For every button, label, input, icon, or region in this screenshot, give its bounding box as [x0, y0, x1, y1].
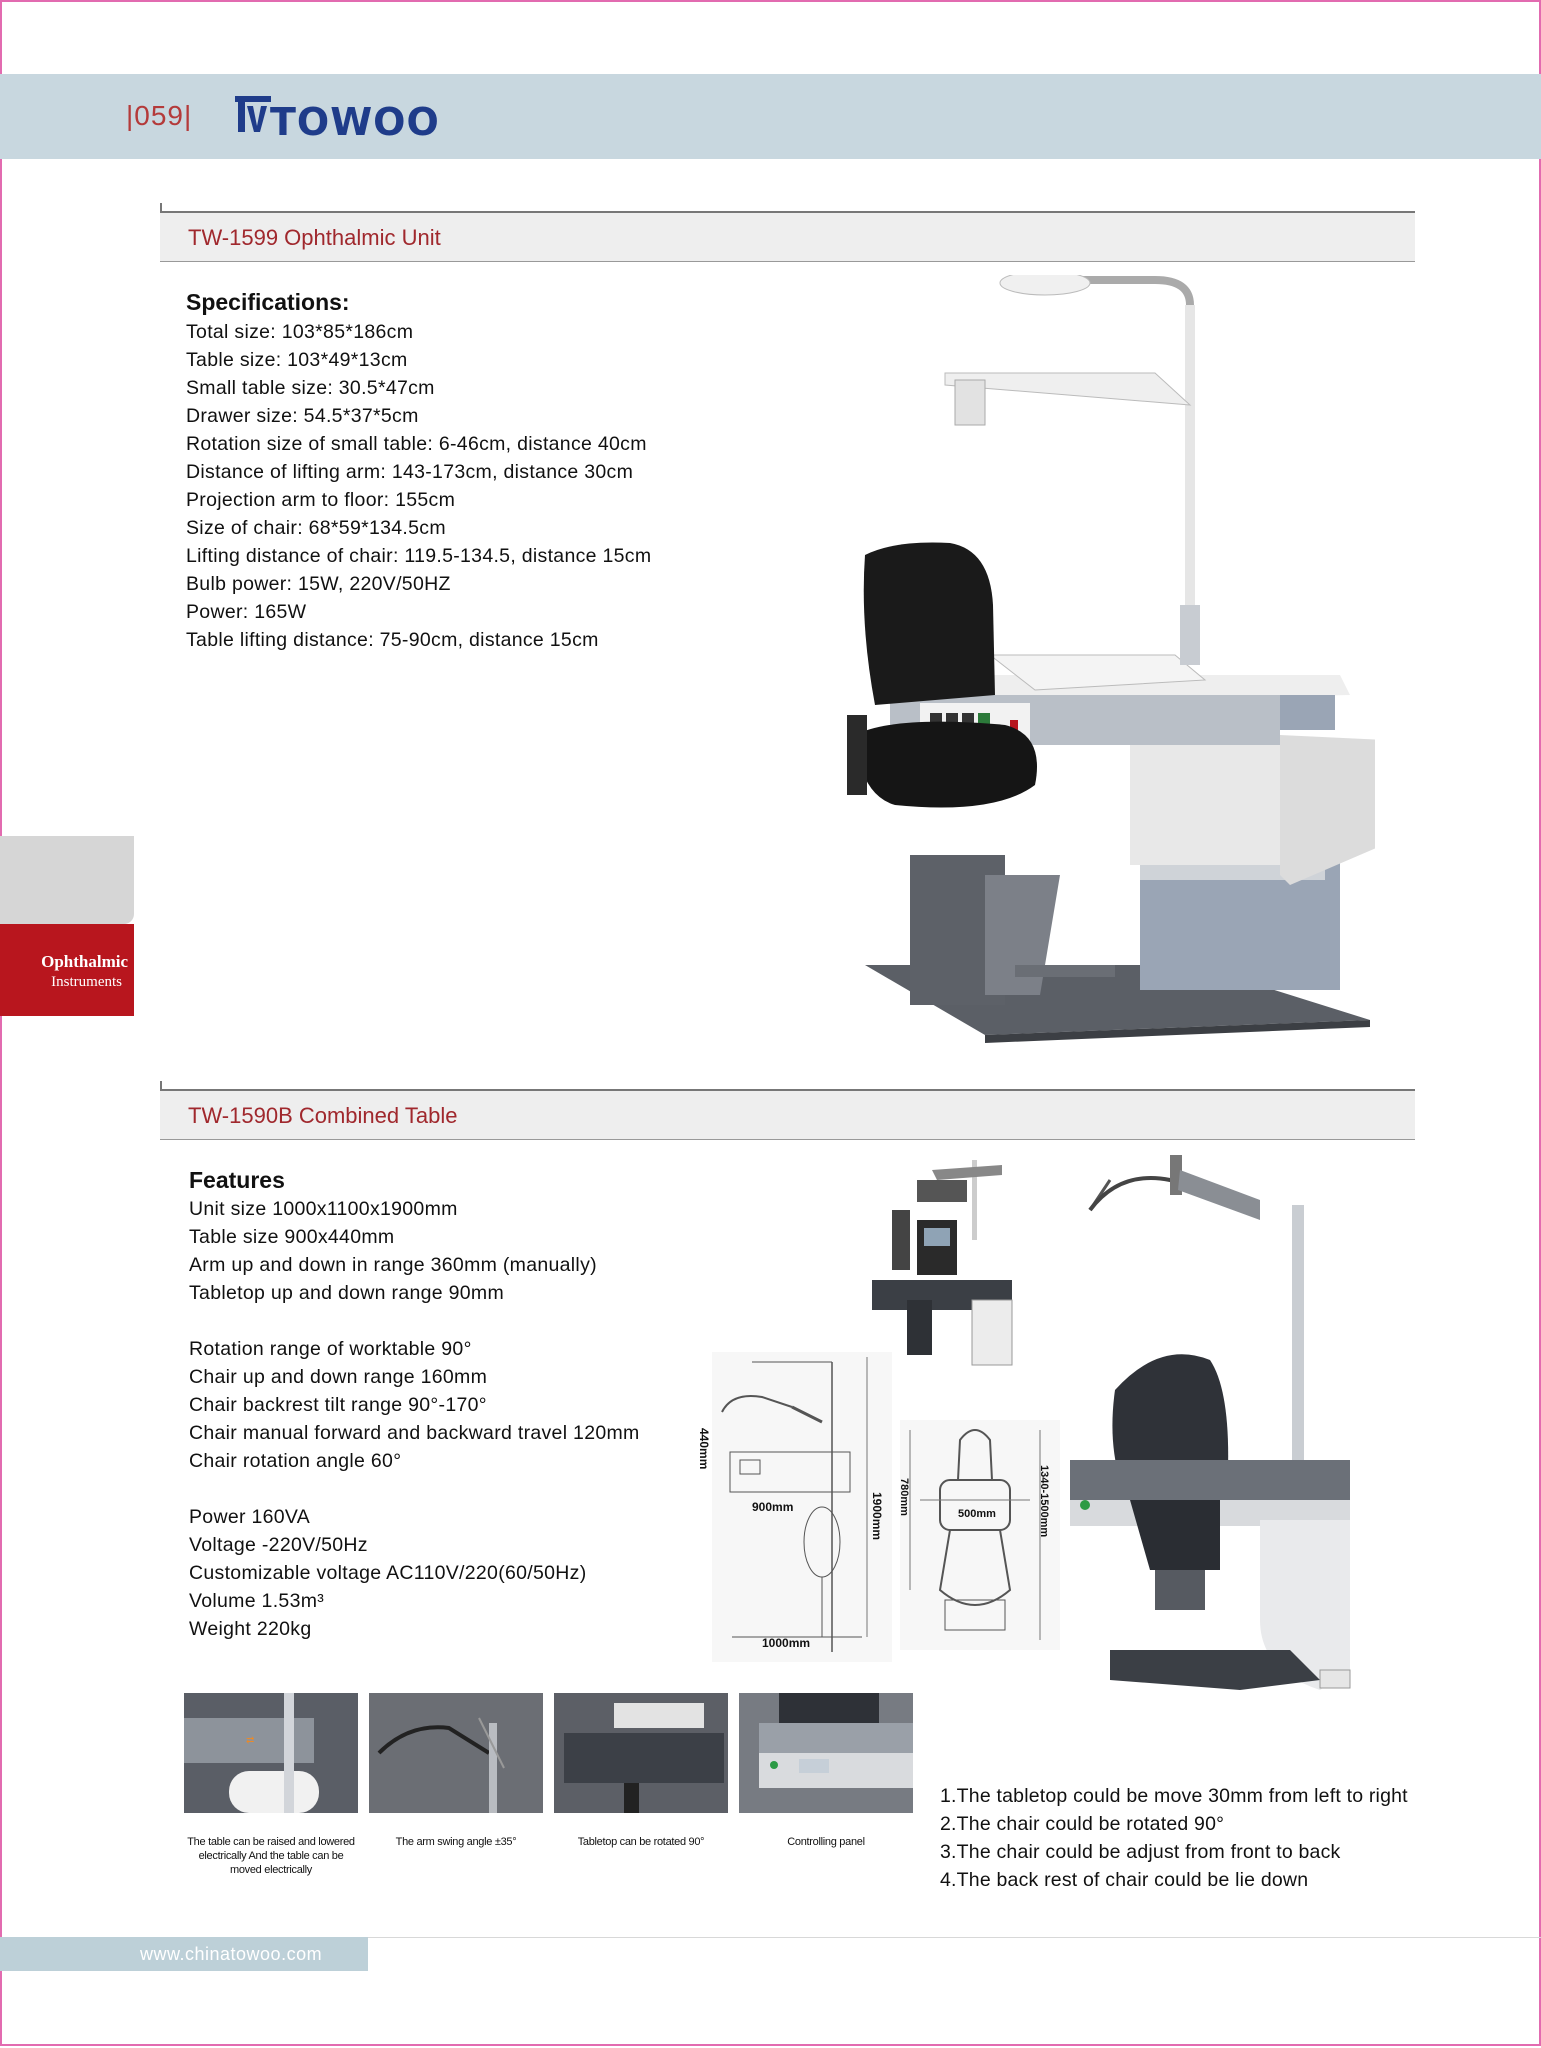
brand-name: TOWOO — [270, 100, 440, 144]
thumb-tabletop-rotate — [554, 1693, 728, 1813]
section-1-bar — [160, 211, 1415, 262]
features-list-1 — [189, 1195, 597, 1307]
side-tab-line2: Instruments — [51, 974, 122, 990]
caption-table-raise: The table can be raised and lowered electrically And the table can be moved electrically — [187, 1836, 355, 1876]
spec-item: Drawer size: 54.5*37*5cm — [186, 405, 419, 427]
dimension-diagram-chair — [900, 1420, 1060, 1650]
dim-label-1340: 1340-1500mm — [1038, 1465, 1050, 1538]
spec-item: Table size: 103*49*13cm — [186, 349, 408, 371]
caption-arm-swing: The arm swing angle ±35° — [395, 1836, 517, 1848]
side-tab-category — [0, 924, 134, 1016]
spec-item: Projection arm to floor: 155cm — [186, 489, 456, 511]
feature-item: Tabletop up and down range 90mm — [189, 1282, 505, 1304]
feature-item: Chair rotation angle 60° — [189, 1450, 402, 1472]
features-heading: Features — [189, 1167, 285, 1193]
footer-bar — [0, 1937, 368, 1971]
feature-item: Volume 1.53m³ — [189, 1590, 325, 1612]
feature-item: Power 160VA — [189, 1506, 311, 1528]
side-tab-grey — [0, 836, 134, 924]
note-item: 4.The back rest of chair could be lie down — [940, 1869, 1309, 1891]
spec-item: Lifting distance of chair: 119.5-134.5, distance 15cm — [186, 545, 652, 567]
header-band — [0, 74, 1541, 159]
combined-table-main-image — [1060, 1150, 1380, 1750]
spec-list — [186, 318, 651, 654]
feature-item: Table size 900x440mm — [189, 1226, 395, 1248]
section-2-bar — [160, 1089, 1415, 1140]
dim-label-500: 500mm — [958, 1508, 996, 1520]
notes-list — [940, 1782, 1408, 1894]
dim-label-1000: 1000mm — [762, 1636, 811, 1650]
section-1-title: TW-1599 Ophthalmic Unit — [188, 225, 441, 250]
brand-logo-icon — [235, 96, 271, 132]
feature-item: Chair manual forward and backward travel 120mm — [189, 1422, 640, 1444]
feature-item: Voltage -220V/50Hz — [189, 1534, 368, 1556]
thumb-control-panel — [739, 1693, 913, 1813]
feature-item: Chair backrest tilt range 90°-170° — [189, 1394, 487, 1416]
spec-heading: Specifications: — [186, 289, 350, 315]
features-list-2 — [189, 1335, 640, 1475]
combined-table-small-image — [862, 1150, 1022, 1370]
spec-item: Rotation size of small table: 6-46cm, distance 40cm — [186, 433, 647, 455]
spec-item: Total size: 103*85*186cm — [186, 321, 414, 343]
dim-label-900: 900mm — [752, 1500, 794, 1514]
note-item: 3.The chair could be adjust from front to back — [940, 1841, 1341, 1863]
note-item: 2.The chair could be rotated 90° — [940, 1813, 1225, 1835]
spec-item: Bulb power: 15W, 220V/50HZ — [186, 573, 451, 595]
svg-text:⇄: ⇄ — [246, 1735, 255, 1746]
feature-item: Arm up and down in range 360mm (manually) — [189, 1254, 597, 1276]
footer-url[interactable]: www.chinatowoo.com — [140, 1944, 323, 1964]
spec-item: Small table size: 30.5*47cm — [186, 377, 435, 399]
feature-item: Chair up and down range 160mm — [189, 1366, 488, 1388]
feature-item: Rotation range of worktable 90° — [189, 1338, 472, 1360]
caption-control-panel: Controlling panel — [787, 1836, 865, 1848]
features-list-3 — [189, 1503, 587, 1643]
dim-label-1900: 1900mm — [870, 1492, 884, 1541]
caption-tabletop-rotate: Tabletop can be rotated 90° — [577, 1836, 705, 1848]
thumb-table-raise — [184, 1693, 358, 1813]
spec-item: Size of chair: 68*59*134.5cm — [186, 517, 446, 539]
section-2-title: TW-1590B Combined Table — [188, 1103, 458, 1128]
dim-label-440: 440mm — [697, 1428, 711, 1470]
dim-label-780: 780mm — [898, 1478, 910, 1516]
feature-item: Weight 220kg — [189, 1618, 312, 1640]
dimension-diagram-side — [712, 1352, 892, 1662]
page-number: |059| — [126, 100, 193, 131]
ophthalmic-unit-image — [835, 275, 1375, 1055]
spec-item: Table lifting distance: 75-90cm, distance 15cm — [186, 629, 599, 651]
feature-item: Customizable voltage AC110V/220(60/50Hz) — [189, 1562, 587, 1584]
feature-item: Unit size 1000x1100x1900mm — [189, 1198, 458, 1220]
spec-item: Distance of lifting arm: 143-173cm, distance 30cm — [186, 461, 634, 483]
side-tab-line1: Ophthalmic — [41, 952, 128, 971]
note-item: 1.The tabletop could be move 30mm from left to right — [940, 1785, 1408, 1807]
thumb-arm-swing — [369, 1693, 543, 1813]
spec-item: Power: 165W — [186, 601, 307, 623]
